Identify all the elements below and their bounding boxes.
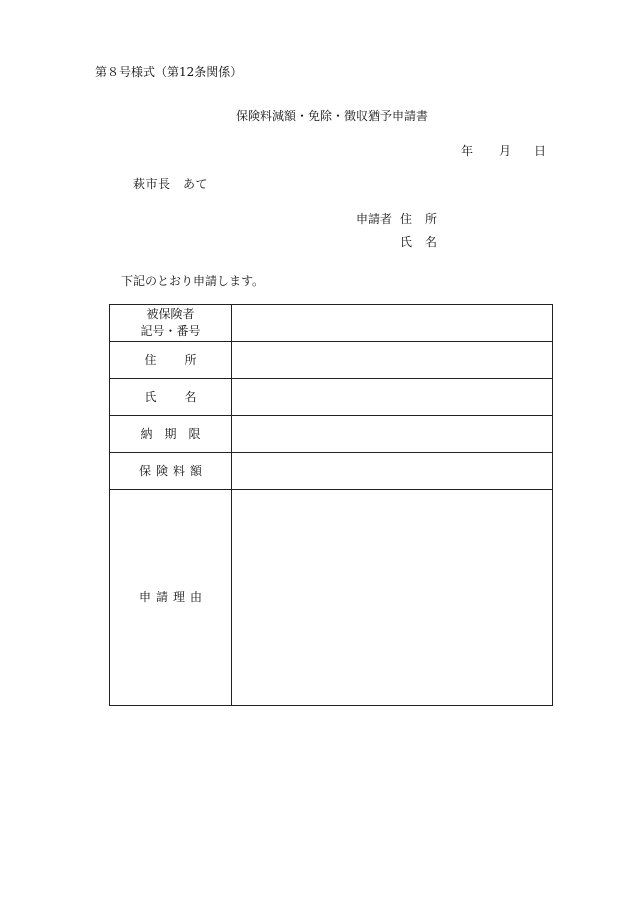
document-title: 保険料減額・免除・徴収猶予申請書 bbox=[235, 109, 428, 123]
form-number: 第８号様式（第12条関係） bbox=[95, 65, 243, 79]
applicant-name-label: 氏名 bbox=[400, 235, 451, 249]
table-row-due-date bbox=[110, 416, 553, 453]
applicant-address-label: 住所 bbox=[400, 212, 451, 226]
premium-field[interactable] bbox=[232, 453, 553, 490]
reason-field[interactable] bbox=[232, 490, 553, 706]
table-row-insured bbox=[110, 305, 553, 342]
name-label: 氏名 bbox=[144, 389, 225, 404]
due-date-cell-label bbox=[110, 416, 232, 453]
table-row-premium bbox=[110, 453, 553, 490]
reason-cell-label bbox=[110, 490, 232, 706]
premium-label: 保険料額 bbox=[138, 463, 207, 478]
reason-label: 申請理由 bbox=[138, 590, 207, 604]
intro-text: 下記のとおり申請します。 bbox=[121, 274, 265, 288]
table-row-address bbox=[110, 342, 553, 379]
insured-label-line2: 記号・番号 bbox=[140, 324, 201, 338]
premium-cell-label bbox=[110, 453, 232, 490]
application-table bbox=[109, 304, 553, 706]
insured-number-label bbox=[110, 305, 232, 342]
insured-label-line1: 被保険者 bbox=[146, 307, 195, 321]
address-label: 住所 bbox=[144, 352, 225, 367]
due-date-label: 納期限 bbox=[140, 426, 213, 441]
date-year-label: 年 bbox=[461, 144, 474, 158]
date-day-label: 日 bbox=[534, 144, 547, 158]
address-cell-label bbox=[110, 342, 232, 379]
name-field[interactable] bbox=[232, 379, 553, 416]
applicant-label: 申請者 bbox=[356, 212, 393, 226]
addressee: 萩市長 あて bbox=[133, 177, 209, 191]
table-row-name bbox=[110, 379, 553, 416]
table-row-reason bbox=[110, 490, 553, 706]
address-field[interactable] bbox=[232, 342, 553, 379]
due-date-field[interactable] bbox=[232, 416, 553, 453]
insured-number-field[interactable] bbox=[232, 305, 553, 342]
date-month-label: 月 bbox=[499, 144, 512, 158]
name-cell-label bbox=[110, 379, 232, 416]
